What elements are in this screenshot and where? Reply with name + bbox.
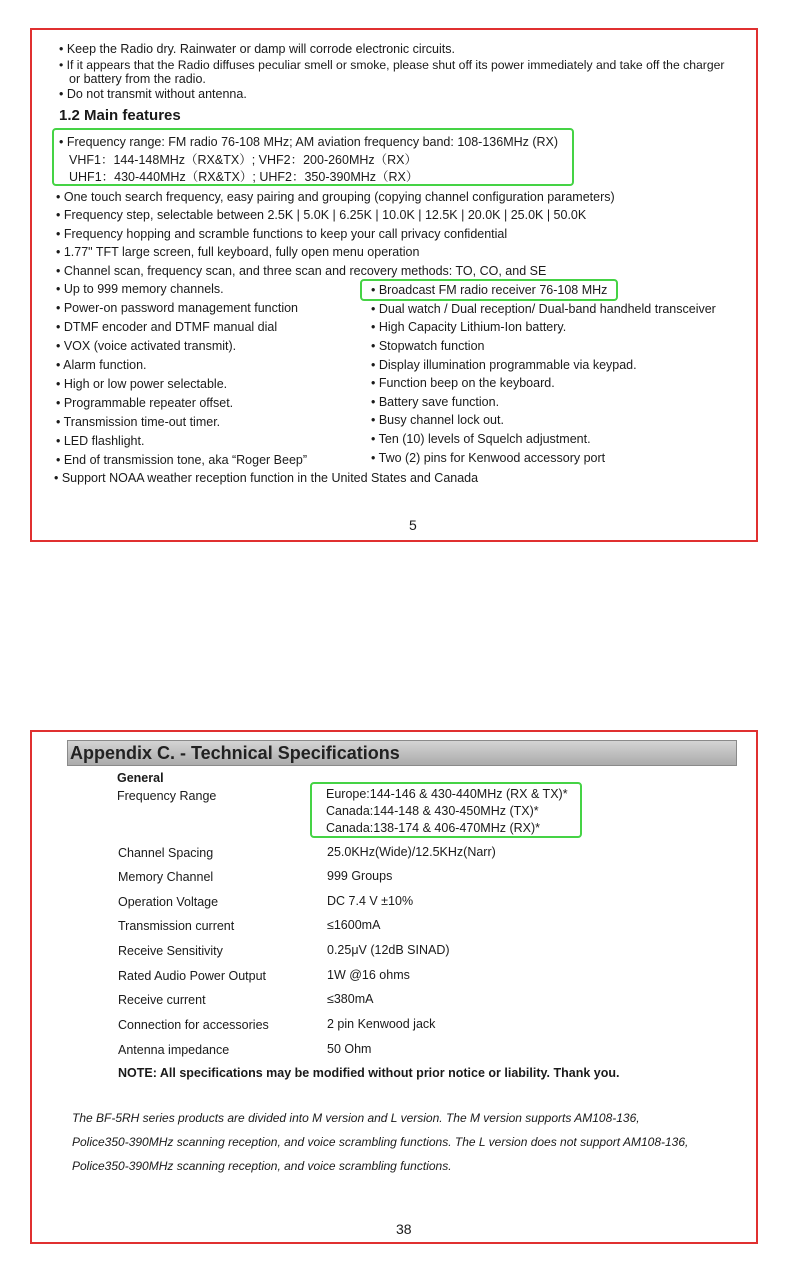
safety-line: • Keep the Radio dry. Rainwater or damp will corrode electronic circuits. bbox=[59, 42, 455, 56]
spec-value: 999 Groups bbox=[327, 869, 393, 883]
feature-line: • 1.77" TFT large screen, full keyboard, fully open menu operation bbox=[56, 245, 420, 259]
page-number: 5 bbox=[409, 517, 417, 533]
manual-page-38 bbox=[30, 730, 758, 1244]
feature-right: • Ten (10) levels of Squelch adjustment. bbox=[371, 432, 591, 446]
spec-value: Europe:144-146 & 430-440MHz (RX & TX)* bbox=[326, 787, 568, 801]
spec-value: 1W @16 ohms bbox=[327, 968, 410, 982]
feature-left: • Transmission time-out timer. bbox=[56, 415, 221, 429]
feature-right: • High Capacity Lithium-Ion battery. bbox=[371, 320, 567, 334]
feature-line: • Frequency hopping and scramble functions to keep your call privacy confidential bbox=[56, 227, 508, 241]
spec-value: Canada:144-148 & 430-450MHz (TX)* bbox=[326, 804, 539, 818]
spec-label: Transmission current bbox=[118, 919, 235, 933]
spec-value: 50 Ohm bbox=[327, 1042, 372, 1056]
feature-line: • Support NOAA weather reception function in the United States and Canada bbox=[54, 471, 479, 485]
feature-right: • Dual watch / Dual reception/ Dual-band handheld transceiver bbox=[371, 302, 716, 316]
spec-label: Antenna impedance bbox=[118, 1043, 230, 1057]
spec-label: Receive current bbox=[118, 993, 206, 1007]
spec-label: Channel Spacing bbox=[118, 846, 214, 860]
feature-left: • DTMF encoder and DTMF manual dial bbox=[56, 320, 278, 334]
feature-line: VHF1：144-148MHz（RX&TX）; VHF2：200-260MHz（RX） bbox=[69, 153, 418, 167]
feature-right: • Function beep on the keyboard. bbox=[371, 376, 555, 390]
appendix-title: Appendix C. - Technical Specifications bbox=[70, 743, 400, 763]
spec-value: 25.0KHz(Wide)/12.5KHz(Narr) bbox=[327, 845, 496, 859]
spec-value: 2 pin Kenwood jack bbox=[327, 1017, 436, 1031]
safety-line: • Do not transmit without antenna. bbox=[59, 87, 247, 101]
manual-page-5 bbox=[30, 28, 758, 542]
feature-left: • VOX (voice activated transmit). bbox=[56, 339, 237, 353]
spec-label: Memory Channel bbox=[118, 870, 214, 884]
spec-value: Canada:138-174 & 406-470MHz (RX)* bbox=[326, 821, 541, 835]
spec-label: Rated Audio Power Output bbox=[118, 969, 267, 983]
feature-left: • High or low power selectable. bbox=[56, 377, 228, 391]
spec-label: Connection for accessories bbox=[118, 1018, 269, 1032]
feature-right: • Busy channel lock out. bbox=[371, 413, 504, 427]
feature-line: • Frequency step, selectable between 2.5K | 5.0K | 6.25K | 10.0K | 12.5K | 20.0K | 25.0K | 50.0K bbox=[56, 208, 587, 222]
spec-value: DC 7.4 V ±10% bbox=[327, 894, 414, 908]
version-note-line: The BF-5RH series products are divided into M version and L version. The M version supports AM108-136, bbox=[72, 1111, 640, 1125]
feature-left: • Programmable repeater offset. bbox=[56, 396, 234, 410]
feature-left: • End of transmission tone, aka “Roger Beep” bbox=[56, 453, 308, 467]
safety-line: • If it appears that the Radio diffuses peculiar smell or smoke, please shut off its power immediately and take off the charger bbox=[59, 58, 725, 72]
feature-left: • Alarm function. bbox=[56, 358, 147, 372]
feature-line: • One touch search frequency, easy pairing and grouping (copying channel configuration parameters) bbox=[56, 190, 615, 204]
feature-right: • Display illumination programmable via keypad. bbox=[371, 358, 637, 372]
safety-line: or battery from the radio. bbox=[69, 72, 206, 86]
spec-label: Operation Voltage bbox=[118, 895, 219, 909]
feature-right: • Battery save function. bbox=[371, 395, 500, 409]
feature-line: • Frequency range: FM radio 76-108 MHz; AM aviation frequency band: 108-136MHz (RX) bbox=[59, 135, 559, 149]
section-title: 1.2 Main features bbox=[59, 107, 181, 124]
spec-note: NOTE: All specifications may be modified without prior notice or liability. Thank you. bbox=[118, 1066, 620, 1080]
version-note-line: Police350-390MHz scanning reception, and voice scrambling functions. The L version does not support AM108-136, bbox=[72, 1135, 689, 1149]
spec-value: 0.25μV (12dB SINAD) bbox=[327, 943, 450, 957]
feature-left: • LED flashlight. bbox=[56, 434, 145, 448]
feature-right: • Stopwatch function bbox=[371, 339, 485, 353]
feature-left: • Power-on password management function bbox=[56, 301, 299, 315]
feature-line: UHF1：430-440MHz（RX&TX）; UHF2：350-390MHz（RX） bbox=[69, 170, 419, 184]
spec-value: ≤380mA bbox=[327, 992, 374, 1006]
version-note-line: Police350-390MHz scanning reception, and voice scrambling functions. bbox=[72, 1159, 452, 1173]
feature-line: • Channel scan, frequency scan, and three scan and recovery methods: TO, CO, and SE bbox=[56, 264, 547, 278]
feature-right: • Two (2) pins for Kenwood accessory port bbox=[371, 451, 606, 465]
spec-value: ≤1600mA bbox=[327, 918, 381, 932]
feature-left: • Up to 999 memory channels. bbox=[56, 282, 224, 296]
spec-section-label: General bbox=[117, 771, 164, 785]
feature-right: • Broadcast FM radio receiver 76-108 MHz bbox=[371, 283, 608, 297]
spec-label: Frequency Range bbox=[117, 789, 217, 803]
appendix-title-bar bbox=[67, 740, 737, 766]
page-number: 38 bbox=[396, 1221, 412, 1237]
spec-label: Receive Sensitivity bbox=[118, 944, 223, 958]
